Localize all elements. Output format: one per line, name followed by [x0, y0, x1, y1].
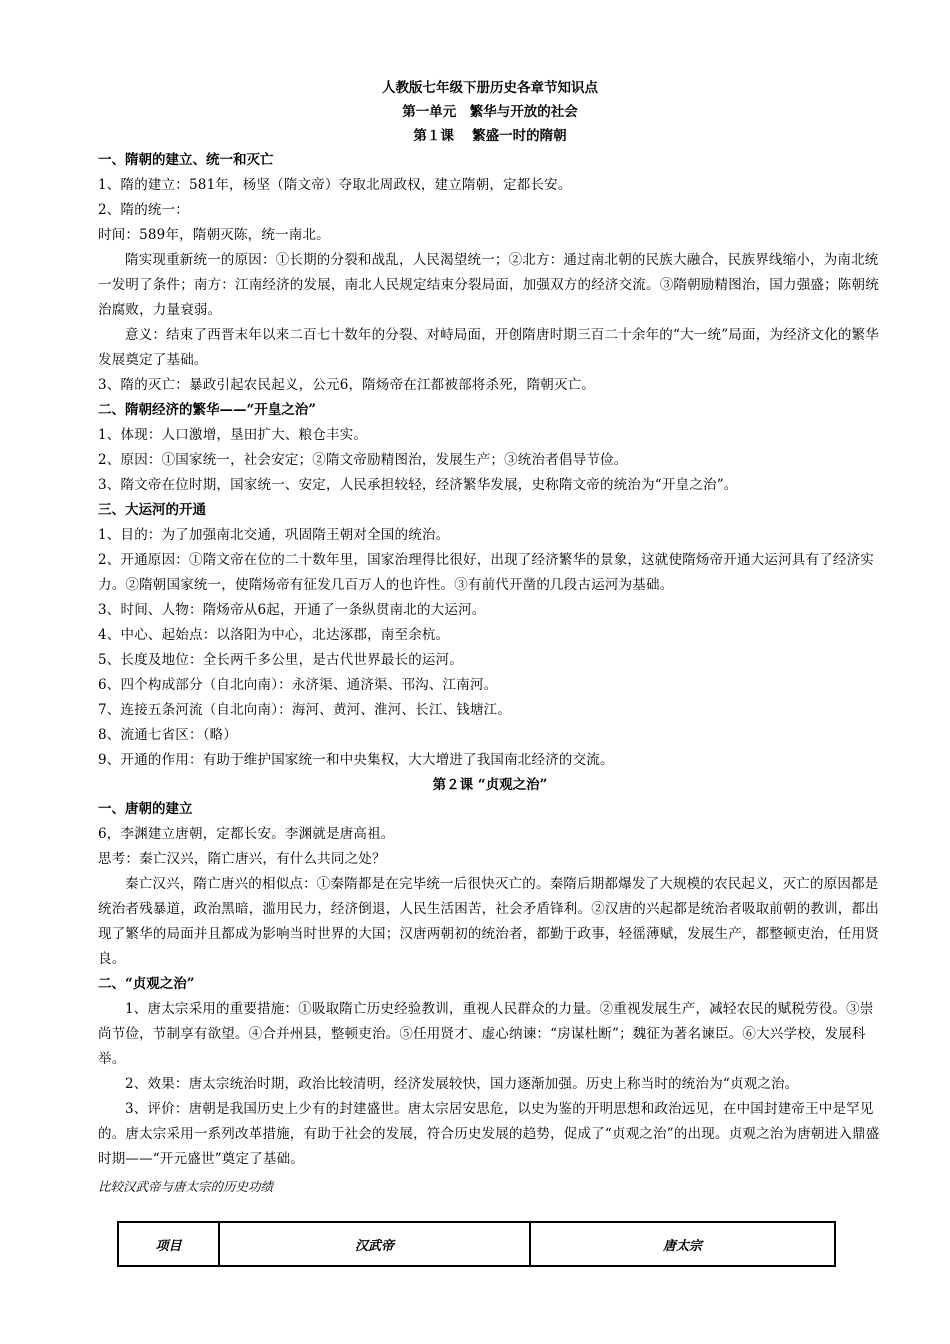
table-header-cell: 项目 — [118, 1222, 219, 1266]
paragraph: 秦亡汉兴，隋亡唐兴的相似点：①秦隋都是在完毕统一后很快灭亡的。秦隋后期都爆发了大规模的农民起义，灭亡的原因都是统治者残暴道，政治黑暗，滥用民力，经济倒退，人民生活困苦，社会矛盾锋利。②汉唐的兴起都是统治者吸取前朝的教训，都出现了繁华的局面并且都成为影响当时世界的大国；汉唐两朝初的统治者，都勤于政事，轻徭薄赋，发展生产，都整顿吏治，任用贤良。 — [98, 876, 879, 967]
table-header-row — [118, 1222, 835, 1266]
paragraph: 1、隋的建立：581年，杨坚（隋文帝）夺取北周政权，建立隋朝，定都长安。 — [98, 177, 572, 193]
paragraph: 3、评价：唐朝是我国历史上少有的封建盛世。唐太宗居安思危，以史为鉴的开明思想和政治远见，在中国封建帝王中是罕见的。唐太宗采用一系列改革措施，有助于社会的发展，符合历史发展的趋势，促成了“贞观之治”的出现。贞观之治为唐朝进入鼎盛时期——“开元盛世”奠定了基础。 — [98, 1101, 880, 1167]
paragraph: 6，李渊建立唐朝，定都长安。李渊就是唐高祖。 — [98, 826, 395, 842]
paragraph: 8、流通七省区：（略） — [98, 727, 238, 743]
paragraph: 2、效果：唐太宗统治时期，政治比较清明，经济发展较快，国力逐渐加强。历史上称当时的统治为“贞观之治。 — [125, 1076, 799, 1092]
table-header-cell: 唐太宗 — [530, 1222, 835, 1266]
lesson-2-title: 第２课 “贞观之治” — [432, 777, 548, 793]
paragraph: 3、时间、人物：隋炀帝从6起，开通了一条纵贯南北的大运河。 — [98, 602, 486, 618]
paragraph: 3、隋的灭亡：暴政引起农民起义，公元6，隋炀帝在江都被部将杀死，隋朝灭亡。 — [98, 377, 596, 393]
paragraph: 思考：秦亡汉兴，隋亡唐兴，有什么共同之处？ — [98, 851, 386, 867]
paragraph: 4、中心、起始点：以洛阳为中心，北达涿郡，南至余杭。 — [98, 627, 450, 643]
paragraph: 5、长度及地位：全长两千多公里，是古代世界最长的运河。 — [98, 652, 463, 668]
paragraph: 3、隋文帝在位时期，国家统一、安定，人民承担较轻，经济繁华发展，史称隋文帝的统治为“开皇之治”。 — [98, 477, 738, 493]
comparison-table — [117, 1221, 836, 1267]
table-caption: 比较汉武帝与唐太宗的历史功绩 — [98, 1179, 274, 1194]
paragraph: 1、目的：为了加强南北交通，巩固隋王朝对全国的统治。 — [98, 527, 450, 543]
section-heading: 二、“贞观之治” — [98, 976, 195, 992]
document-title: 人教版七年级下册历史各章节知识点 — [382, 80, 598, 96]
table-header-cell: 汉武帝 — [219, 1222, 530, 1266]
paragraph: 1、唐太宗采用的重要措施：①吸取隋亡历史经验教训，重视人民群众的力量。②重视发展生产，减轻农民的赋税劳役。③崇尚节俭，节制享有欲望。④合并州县，整顿吏治。⑤任用贤才、虚心纳谏：“房谋杜断”；魏征为著名谏臣。⑥大兴学校，发展科举。 — [98, 1001, 874, 1067]
paragraph: 2、隋的统一： — [98, 202, 189, 218]
paragraph: 9、开通的作用：有助于维护国家统一和中央集权，大大增进了我国南北经济的交流。 — [98, 752, 614, 768]
paragraph: 6、四个构成部分（自北向南）：永济渠、通济渠、邗沟、江南河。 — [98, 677, 498, 693]
paragraph: 2、原因：①国家统一，社会安定；②隋文帝励精图治，发展生产；③统治者倡导节俭。 — [98, 452, 628, 468]
paragraph: 时间：589年，隋朝灭陈，统一南北。 — [98, 227, 330, 243]
document-page — [98, 76, 882, 1198]
section-heading: 一、唐朝的建立 — [98, 801, 193, 817]
paragraph: 7、连接五条河流（自北向南）：海河、黄河、淮河、长江、钱塘江。 — [98, 702, 512, 718]
unit-title: 第一单元 繁华与开放的社会 — [402, 104, 578, 120]
paragraph: 1、体现：人口激增，垦田扩大、粮仓丰实。 — [98, 427, 368, 443]
paragraph: 隋实现重新统一的原因：①长期的分裂和战乱，人民渴望统一；②北方：通过南北朝的民族大融合，民族界线缩小，为南北统一发明了条件；南方：江南经济的发展，南北人民规定结束分裂局面，加强双方的经济交流。③隋朝励精图治，国力强盛；陈朝统治腐败，力量衰弱。 — [98, 252, 879, 318]
section-heading: 二、隋朝经济的繁华——“开皇之治” — [98, 402, 317, 418]
paragraph: 2、开通原因：①隋文帝在位的二十数年里，国家治理得比很好，出现了经济繁华的景象，这就使隋炀帝开通大运河具有了经济实力。②隋朝国家统一，使隋炀帝有征发几百万人的也许性。③有前代开凿的几段古运河为基础。 — [98, 552, 874, 593]
lesson-1-title: 第１课 繁盛一时的隋朝 — [413, 128, 567, 144]
paragraph: 意义：结束了西晋末年以来二百七十数年的分裂、对峙局面，开创隋唐时期三百二十余年的“大一统”局面，为经济文化的繁华发展奠定了基础。 — [98, 327, 880, 368]
section-heading: 一、隋朝的建立、统一和灭亡 — [98, 152, 274, 168]
section-heading: 三、大运河的开通 — [98, 502, 206, 518]
